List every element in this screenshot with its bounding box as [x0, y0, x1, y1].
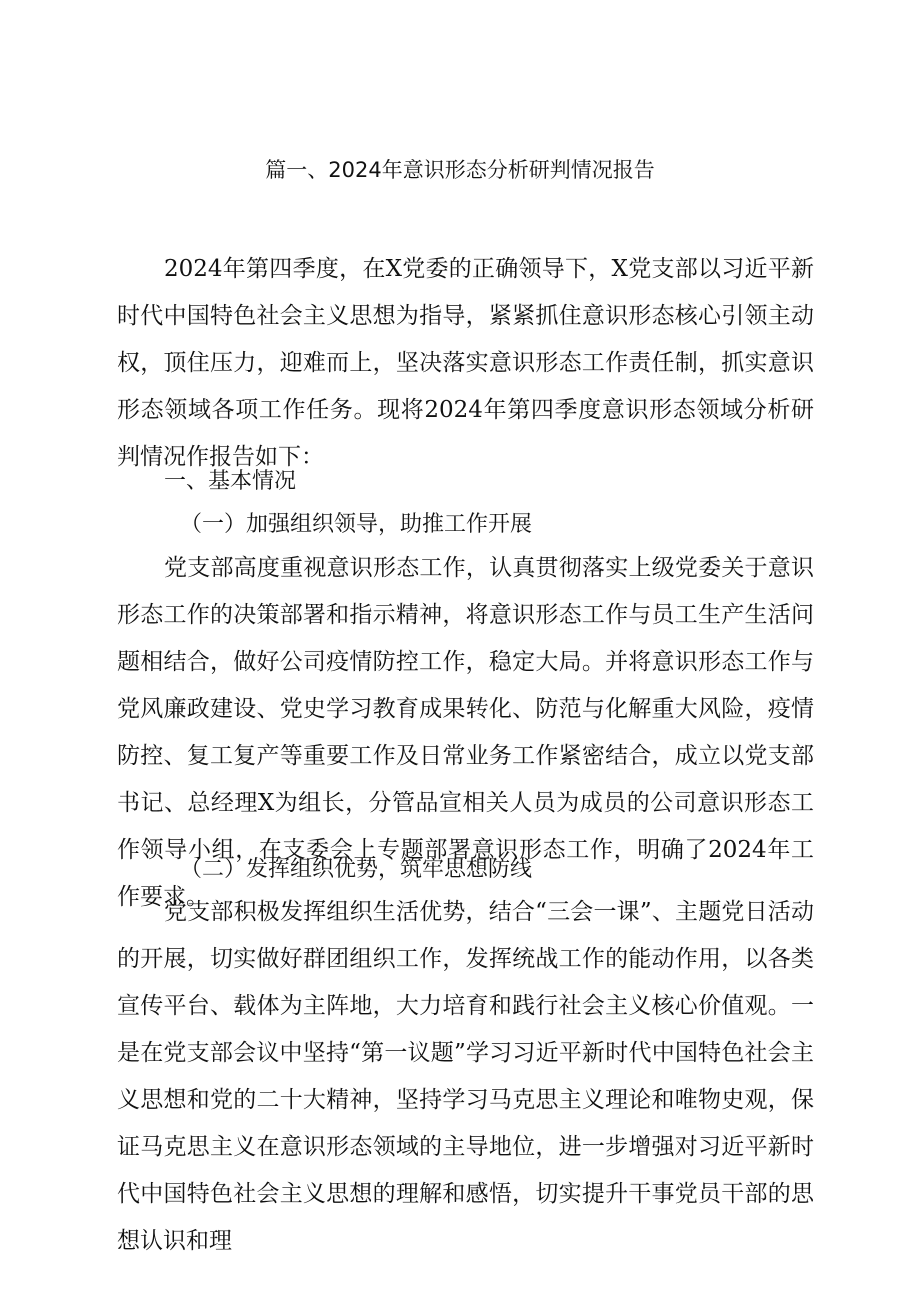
- subsection-2-paragraph: 党支部积极发挥组织生活优势，结合“三会一课”、主题党日活动的开展，切实做好群团组织工作，发挥统战工作的能动作用，以各类宣传平台、载体为主阵地，大力培育和践行社会主义核心价值观。一是在党支部会议中坚持“第一议题”学习习近平新时代中国特色社会主义思想和党的二十大精神，坚持学习马克思主义理论和唯物史观，保证马克思主义在意识形态领域的主导地位，进一步增强对习近平新时代中国特色社会主义思想的理解和感悟，切实提升干事党员干部的思想认识和理: [117, 899, 814, 1254]
- subsection-2-body: [0, 889, 920, 1265]
- intro-block: [0, 246, 920, 481]
- subsection-2: [0, 850, 920, 890]
- section-basic-situation: [0, 462, 920, 502]
- subsection-1: [0, 505, 920, 545]
- subsection-2-heading: （二）发挥组织优势，筑牢思想防线: [180, 857, 533, 882]
- intro-paragraph: 2024年第四季度，在X党委的正确领导下，X党支部以习近平新时代中国特色社会主义思想为指导，紧紧抓住意识形态核心引领主动权，顶住压力，迎难而上，坚决落实意识形态工作责任制，抓实意识形态领域各项工作任务。现将2024年第四季度意识形态领域分析研判情况作报告如下：: [117, 256, 814, 470]
- document-title: 篇一、2024年意识形态分析研判情况报告: [265, 158, 655, 182]
- subsection-1-paragraph: 党支部高度重视意识形态工作，认真贯彻落实上级党委关于意识形态工作的决策部署和指示精神，将意识形态工作与员工生产生活问题相结合，做好公司疫情防控工作，稳定大局。并将意识形态工作与党风廉政建设、党史学习教育成果转化、防范与化解重大风险，疫情防控、复工复产等重要工作及日常业务工作紧密结合，成立以党支部书记、总经理X为组长，分管品宣相关人员为成员的公司意识形态工作领导小组，在支委会上专题部署意识形态工作，明确了2024年工作要求。: [117, 555, 814, 910]
- section-heading: 一、基本情况: [164, 469, 297, 494]
- subsection-1-heading: （一）加强组织领导，助推工作开展: [180, 512, 533, 537]
